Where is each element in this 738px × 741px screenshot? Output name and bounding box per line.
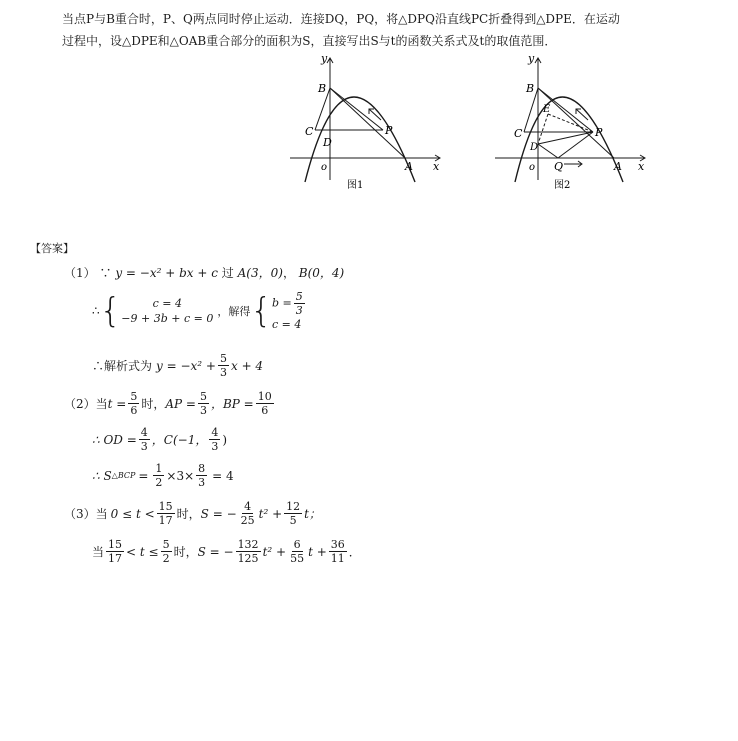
part1-because: ∵ <box>99 266 112 280</box>
part3-line2 <box>92 538 361 565</box>
r2-b-denominator: 55 <box>290 552 305 565</box>
fig2-label-c: C <box>514 127 523 140</box>
system-eq-1: c = 4 <box>152 297 182 310</box>
r1-b-denominator: 5 <box>289 514 297 527</box>
part3-r2-s: S = − <box>197 544 234 559</box>
fig2-label-y: y <box>528 52 535 65</box>
therefore-symbol: ∴ <box>92 304 100 318</box>
bp-numerator: 10 <box>257 390 272 403</box>
part1-line1: （1） ∵ y = −x² + bx + c 过 A(3，0)， B(0，4) <box>64 266 345 280</box>
segment-ed <box>538 114 548 144</box>
part2-c-point: ，C(−1， <box>151 433 208 447</box>
fig2-label-e: E <box>543 104 551 115</box>
part2-s-times: ×3× <box>166 468 195 483</box>
solve-text: ，解得 <box>217 305 251 318</box>
part3-r2-when: 时， <box>173 545 198 559</box>
result-eq-end: x + 4 <box>230 358 264 373</box>
part3-label: （3）当 <box>64 507 108 521</box>
od-numerator: 4 <box>140 426 148 439</box>
t-denominator: 6 <box>130 404 138 417</box>
segment-ep <box>548 114 593 132</box>
figure-2 <box>490 52 650 192</box>
part1-system <box>92 290 307 332</box>
ap-denominator: 3 <box>199 404 207 417</box>
fig2-caption: 图2 <box>554 180 571 191</box>
problem-line-2: 过程中，设△DPE和△OAB重合部分的面积为S，直接写出S与t的函数关系式及t的取值范围． <box>62 34 557 48</box>
r2-r-numerator: 5 <box>162 538 170 551</box>
r1-b-numerator: 12 <box>286 500 301 513</box>
fig2-label-b: B <box>526 82 535 95</box>
fig2-label-p: P <box>595 126 603 139</box>
b-numerator: 5 <box>295 290 303 303</box>
s-denominator-1: 2 <box>155 476 163 489</box>
part1-result <box>92 352 263 379</box>
fig1-label-d: D <box>323 136 332 149</box>
bp-denominator: 6 <box>261 404 269 417</box>
part1-point-a: A(3，0) <box>237 266 283 280</box>
motion-arrow-icon <box>369 109 381 120</box>
fig2-label-q: Q <box>554 160 564 173</box>
part2-line1 <box>64 390 276 417</box>
part1-passes: 过 <box>221 266 234 280</box>
part1-equation: y = −x² + bx + c <box>115 266 218 280</box>
part3-r2-t2: t² + <box>262 544 287 559</box>
r2-a-denominator: 125 <box>237 552 259 565</box>
r1-a-numerator: 4 <box>244 500 252 513</box>
system-eq-2: −9 + 3b + c = 0 <box>121 312 214 325</box>
part3-r2-end: ． <box>348 545 361 559</box>
part2-label: （2）当 <box>64 397 108 411</box>
part1-point-b: B(0，4) <box>298 266 345 280</box>
part3-r1-range: 0 ≤ t < <box>110 506 155 521</box>
r2-l-denominator: 17 <box>108 552 123 565</box>
c-numerator: 4 <box>211 426 219 439</box>
result-numerator: 5 <box>219 352 227 365</box>
t-numerator: 5 <box>130 390 138 403</box>
left-brace-icon-2: { <box>250 291 272 331</box>
r2-l-numerator: 15 <box>108 538 123 551</box>
result-eq-start: y = −x² + <box>156 358 216 373</box>
fig1-label-y: y <box>321 52 328 65</box>
segment-ab <box>330 88 405 158</box>
segment-dq <box>538 144 558 158</box>
r1-denominator: 17 <box>158 514 173 527</box>
fig1-label-c: C <box>305 125 314 138</box>
fig2-label-d: D <box>530 142 539 153</box>
fig1-label-a: A <box>405 160 413 173</box>
part3-r1-end: t； <box>304 507 321 521</box>
left-brace-icon: { <box>99 291 122 331</box>
part3-line1 <box>64 500 321 527</box>
r2-b-numerator: 6 <box>293 538 301 551</box>
problem-line-1: 当点P与B重合时，P、Q两点同时停止运动．连接DQ，PQ，将△DPQ沿直线PC折叠得到△DPE．在运动 <box>62 12 620 26</box>
c-denominator: 3 <box>211 440 219 453</box>
part2-c-close: ) <box>222 432 228 447</box>
ap-numerator: 5 <box>199 390 207 403</box>
od-denominator: 3 <box>140 440 148 453</box>
result-denominator: 3 <box>219 366 227 379</box>
part2-s-subscript: △BCP <box>111 471 136 480</box>
fig1-label-b: B <box>318 82 327 95</box>
fig2-label-o: o <box>529 162 536 173</box>
r1-a-denominator: 25 <box>240 514 255 527</box>
r2-c-denominator: 11 <box>330 552 345 565</box>
part2-line3 <box>92 462 234 489</box>
answer-heading: 【答案】 <box>30 242 74 255</box>
part2-s-prefix: ∴ S <box>92 468 112 483</box>
fig1-label-o: o <box>321 162 328 173</box>
part2-line2 <box>92 426 227 453</box>
part3-r2-t1: t + <box>308 544 327 559</box>
r1-numerator: 15 <box>158 500 173 513</box>
segment-ab <box>538 88 614 158</box>
part3-r1-s: S = − <box>200 506 237 521</box>
result-prefix: ∴解析式为 <box>92 359 153 373</box>
part2-ap: AP = <box>165 396 196 411</box>
s-numerator-1: 1 <box>155 462 163 475</box>
part2-s-result: = 4 <box>212 468 234 483</box>
fig1-caption: 图1 <box>347 180 364 191</box>
part2-od: ∴ OD = <box>92 432 137 447</box>
r2-r-denominator: 2 <box>162 552 170 565</box>
fig2-label-x: x <box>638 160 645 173</box>
part2-bp: ，BP = <box>210 397 254 411</box>
s-numerator-2: 8 <box>198 462 206 475</box>
part2-s-eq: = <box>138 468 149 483</box>
part3-r2-mid: < t ≤ <box>126 544 159 559</box>
c-solution: c = 4 <box>271 318 302 331</box>
part3-r1-when: 时， <box>176 507 201 521</box>
part1-label: （1） <box>64 266 96 280</box>
b-solution: b = <box>271 296 292 310</box>
s-denominator-2: 3 <box>198 476 206 489</box>
part2-t: t = <box>107 396 127 411</box>
fig2-label-a: A <box>614 160 622 173</box>
figure-1 <box>285 52 445 192</box>
r2-a-numerator: 132 <box>237 538 259 551</box>
part3-r1-mid: t² + <box>258 506 283 521</box>
r2-c-numerator: 36 <box>330 538 345 551</box>
part2-when: 时， <box>141 397 166 411</box>
b-denominator: 3 <box>295 304 303 317</box>
fig1-label-p: P <box>385 124 393 137</box>
part3-r2-prefix: 当 <box>92 545 105 559</box>
fig1-label-x: x <box>433 160 440 173</box>
motion-arrow-icon <box>576 109 588 120</box>
